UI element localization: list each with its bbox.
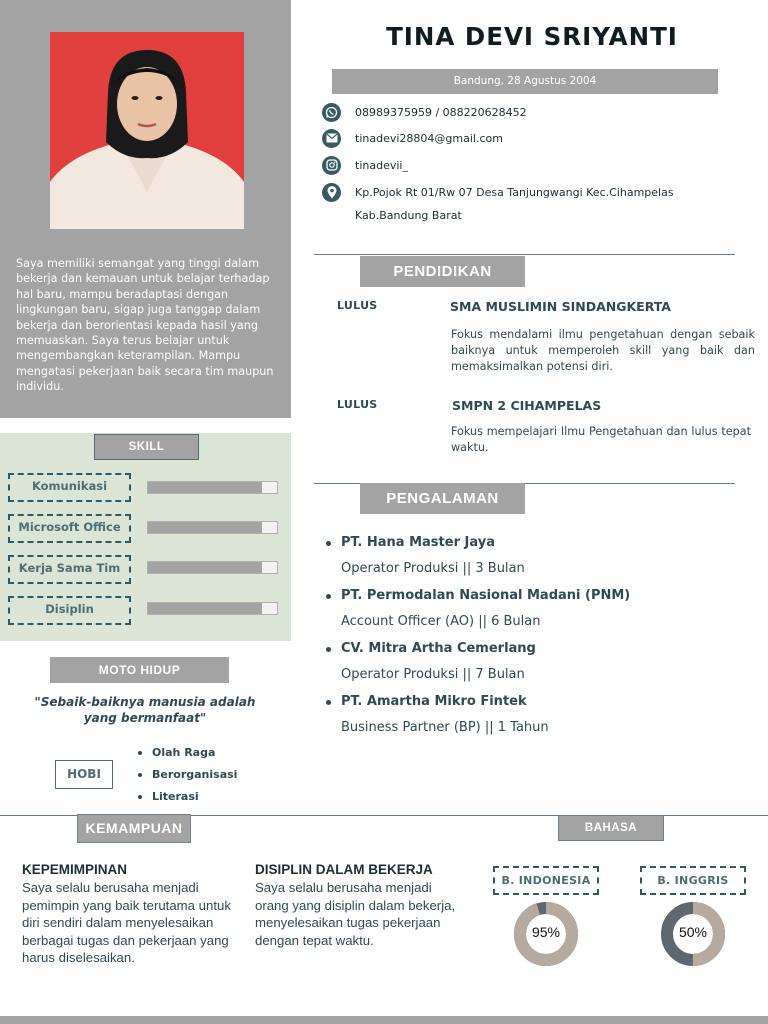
profile-photo: [50, 32, 244, 229]
kemampuan-title: KEMAMPUAN: [77, 814, 191, 843]
edu-status: LULUS: [337, 398, 378, 411]
footer-bar: [0, 1016, 768, 1024]
skill-label-microsoft-office: Microsoft Office: [8, 514, 131, 543]
location-icon: [322, 183, 341, 202]
skill-fill: [148, 522, 262, 533]
instagram-icon: [322, 156, 341, 175]
instagram-text[interactable]: tinadevii_: [355, 158, 408, 172]
experience-item: [323, 690, 763, 743]
moto-text: "Sebaik-baiknya manusia adalah yang bermanfaat": [34, 695, 256, 725]
hobi-list: [137, 744, 237, 810]
edu-desc: Fokus mempelajari Ilmu Pengetahuan dan lulus tepat waktu.: [451, 425, 751, 454]
whatsapp-icon: [322, 103, 341, 122]
edu-status: LULUS: [337, 299, 378, 312]
skill-label-disiplin: Disiplin: [8, 596, 131, 625]
skill-fill: [148, 482, 262, 493]
exp-role: Account Officer (AO) || 6 Bulan: [341, 614, 541, 629]
exp-role: Operator Produksi || 7 Bulan: [341, 667, 525, 682]
hobi-item: Literasi: [137, 788, 237, 810]
edu-school: SMPN 2 CIHAMPELAS: [452, 398, 602, 413]
skill-fill: [148, 562, 262, 573]
skill-label-kerja-sama-tim: Kerja Sama Tim: [8, 555, 131, 584]
skill-bar-disiplin: [147, 602, 278, 615]
contact-address: [322, 181, 674, 203]
edu-school: SMA MUSLIMIN SINDANGKERTA: [450, 299, 671, 314]
hobi-item: Olah Raga: [137, 744, 237, 766]
experience-item: [323, 584, 763, 637]
email-icon: [322, 129, 341, 148]
address-text: Kp.Pojok Rt 01/Rw 07 Desa Tanjungwangi Kec.Cihampelas: [355, 185, 674, 199]
bahasa-title: BAHASA: [558, 815, 664, 841]
language-label-inggris: B. INGGRIS: [640, 866, 746, 895]
pendidikan-title: PENDIDIKAN: [360, 256, 525, 287]
ability-desc: Saya selalu berusaha menjadi orang yang disiplin dalam bekerja, menyelesaikan tugas pekerjaan dengan tepat waktu.: [255, 880, 456, 948]
language-percent-inggris: 50%: [678, 924, 708, 940]
profile-summary: Saya memiliki semangat yang tinggi dalam bekerja dan kemauan untuk belajar terhadap hal baru, mampu beradaptasi dengan lingkungan baru, sigap juga tanggap dalam bekerja dan berorientasi kepada hasil yang memuaskan. Saya terus belajar untuk mengembangkan keterampilan. Mampu mengatasi pekerjaan baik secara tim maupun individu.: [16, 257, 274, 394]
full-name: TINA DEVI SRIYANTI: [386, 22, 678, 51]
skill-fill: [148, 603, 262, 614]
experience-item: [323, 637, 763, 690]
skill-bar-komunikasi: [147, 481, 278, 494]
birth-info: Bandung, 28 Agustus 2004: [332, 69, 718, 94]
ability-desc: Saya selalu berusaha menjadi pemimpin yang baik terutama untuk diri sendiri dalam menyelesaikan berbagai tugas dan pekerjaan yang harus diselesaikan.: [22, 880, 231, 966]
exp-company: PT. Amartha Mikro Fintek: [341, 694, 527, 709]
exp-role: Business Partner (BP) || 1 Tahun: [341, 720, 549, 735]
language-percent-indonesia: 95%: [531, 924, 561, 940]
language-label-indonesia: B. INDONESIA: [493, 866, 599, 895]
skill-title: SKILL: [94, 434, 199, 460]
address-line2: Kab.Bandung Barat: [355, 209, 462, 222]
experience-item: [323, 531, 763, 584]
contact-instagram: [322, 154, 408, 176]
skill-label-komunikasi: Komunikasi: [8, 473, 131, 502]
exp-company: PT. Permodalan Nasional Madani (PNM): [341, 588, 631, 603]
contact-phone: [322, 101, 527, 123]
exp-company: PT. Hana Master Jaya: [341, 535, 495, 550]
moto-title: MOTO HIDUP: [50, 657, 229, 683]
exp-role: Operator Produksi || 3 Bulan: [341, 561, 525, 576]
hobi-title: HOBI: [55, 760, 113, 789]
edu-desc: Fokus mendalami ilmu pengetahuan dengan sebaik baiknya untuk memperoleh skill yang baik dan memaksimalkan potensi diri.: [451, 328, 755, 373]
phone-text[interactable]: 08989375959 / 088220628452: [355, 105, 527, 119]
divider: [314, 254, 735, 255]
skill-bar-microsoft-office: [147, 521, 278, 534]
ability-title: DISIPLIN DALAM BEKERJA: [255, 862, 433, 877]
skill-bar-kerja-sama-tim: [147, 561, 278, 574]
ability-title: KEPEMIMPINAN: [22, 862, 128, 877]
email-text[interactable]: tinadevi28804@gmail.com: [355, 131, 503, 145]
contact-email: [322, 127, 503, 149]
experience-list: [323, 531, 763, 743]
hobi-item: Berorganisasi: [137, 766, 237, 788]
exp-company: CV. Mitra Artha Cemerlang: [341, 641, 536, 656]
pengalaman-title: PENGALAMAN: [360, 483, 525, 514]
